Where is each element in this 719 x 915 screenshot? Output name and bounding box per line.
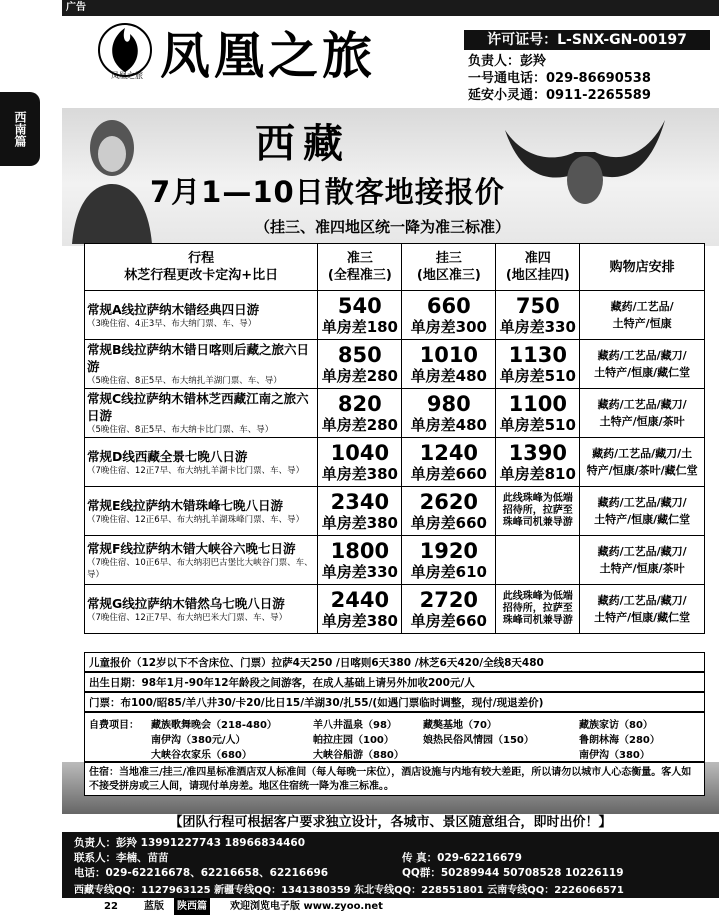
route-cell: [85, 340, 318, 389]
price-cell: 750 单房差330: [496, 291, 580, 340]
header-zhun4: 准四 (地区挂四): [496, 244, 580, 291]
table-row: [85, 291, 705, 340]
table-row: [85, 536, 705, 585]
route-cell: [85, 438, 318, 487]
footer-tel: 电话：029-62216678、62216658、62216696: [74, 867, 329, 879]
birth-date-note: 出生日期：98年1月-90年12年龄段之间游客，在成人基础上请另外加收200元/人: [84, 672, 705, 692]
ad-label: 广告: [62, 0, 719, 16]
route-detail: （7晚住宿、12正7早、布大纳巴米大门票、车、导）: [87, 612, 288, 623]
route-detail: （7晚住宿、10正6早、布大纳羽巴古堡比大峡谷门票、车、导）: [87, 557, 313, 580]
price-cell: 2440 单房差380: [318, 585, 402, 634]
header-gua3: 挂三 (地区准三): [402, 244, 496, 291]
route-cell: [85, 585, 318, 634]
shop-cell: 藏药/工艺品/藏刀/土 特产/恒康/茶叶/藏仁堂: [580, 438, 705, 487]
logo-caption: 凤凰之旅: [111, 71, 143, 80]
footer-manager: 负责人：彭羚 13991227743 18966834460: [74, 837, 306, 849]
price-note-cell: 此线珠峰为低端招待所，拉萨至珠峰司机兼导游: [496, 487, 580, 536]
brand-title: 凤凰之旅: [160, 26, 376, 85]
self-pay-item: 大峡谷船游（880）: [313, 750, 404, 761]
ticket-prices: 门票：布100/昭85/羊八井30/卡20/比日15/羊湖30/扎55/(如遇门票临时调整，现付/现退差价): [84, 692, 705, 712]
footer-qq-group: QQ群：50289944 50708528 10226119: [402, 867, 624, 879]
table-row: [85, 389, 705, 438]
price-cell: 2620 单房差660: [402, 487, 496, 536]
shop-cell: 藏药/工艺品/ 土特产/恒康: [580, 291, 705, 340]
self-pay-label: 自费项目：: [89, 720, 139, 731]
price-cell: 1920 单房差610: [402, 536, 496, 585]
yanan-phone: 延安小灵通：0911-2265589: [468, 88, 651, 103]
price-cell: 1040 单房差380: [318, 438, 402, 487]
table-row: [85, 340, 705, 389]
route-name: 常规A线拉萨纳木错经典四日游: [87, 301, 260, 317]
route-cell: [85, 291, 318, 340]
header-route: 行程 林芝行程更改卡定沟+比日: [85, 244, 318, 291]
price-cell: 850 单房差280: [318, 340, 402, 389]
self-pay-item: 藏族家访（80）: [579, 720, 653, 731]
tibetan-woman-image: [62, 108, 162, 244]
route-detail: （3晚住宿、4正3早、布大纳门票、车、导）: [87, 318, 257, 329]
edition-label: 蓝版: [144, 901, 164, 912]
contact-footer: [62, 832, 719, 898]
self-pay-item: 藏獒基地（70）: [423, 720, 497, 731]
price-cell: 980 单房差480: [402, 389, 496, 438]
self-pay-item: 南伊沟（380元/人）: [151, 735, 246, 746]
self-pay-item: 鲁朗林海（280）: [579, 735, 660, 746]
price-cell: 820 单房差280: [318, 389, 402, 438]
table-row: [85, 438, 705, 487]
route-detail: （5晚住宿、8正5早、布大纳卡比门票、车、导）: [87, 425, 274, 435]
price-cell: 1100 单房差510: [496, 389, 580, 438]
footer-special-lines: 西藏专线QQ：1127963125 新疆专线QQ：1341380359 东北专线QQ：228551801 云南专线QQ：2226066571: [74, 885, 624, 896]
license-number: 许可证号：L-SNX-GN-00197: [464, 30, 710, 50]
shop-cell: 藏药/工艺品/藏刀/ 土特产/恒康/藏仁堂: [580, 585, 705, 634]
route-name: 常规F线拉萨纳木错大峡谷六晚七日游: [87, 540, 296, 556]
header-shop: 购物店安排: [580, 244, 705, 291]
price-cell: 1010 单房差480: [402, 340, 496, 389]
route-name: 常规E线拉萨纳木错珠峰七晚八日游: [87, 497, 284, 513]
route-name: 常规G线拉萨纳木错然乌七晚八日游: [87, 595, 285, 611]
shop-cell: 藏药/工艺品/藏刀/ 土特产/恒康/茶叶: [580, 536, 705, 585]
price-note-cell: [496, 536, 580, 585]
route-cell: [85, 487, 318, 536]
route-name: 常规C线拉萨纳木错林芝西藏江南之旅六日游: [87, 391, 309, 423]
footer-contacts: 联系人：李楠、苗苗: [74, 852, 169, 864]
route-name: 常规B线拉萨纳木错日喀则后藏之旅六日游: [87, 342, 310, 374]
page-footer: [62, 898, 719, 915]
footer-fax: 传 真：029-62216679: [402, 852, 522, 864]
price-cell: 1800 单房差330: [318, 536, 402, 585]
shop-cell: 藏药/工艺品/藏刀/ 土特产/恒康/藏仁堂: [580, 487, 705, 536]
price-cell: 1390 单房差810: [496, 438, 580, 487]
price-note-cell: 此线珠峰为低端招待所，拉萨至珠峰司机兼导游: [496, 585, 580, 634]
price-cell: 1240 单房差660: [402, 438, 496, 487]
page-number: 22: [104, 901, 118, 912]
route-detail: （7晚住宿、12正7早、布大纳扎羊湖卡比门票、车、导）: [87, 465, 305, 476]
lodging-note: 住宿：当地准三/挂三/准四星标准酒店双人标准间（每人每晚一床位），酒店设施与内地有较大差距，所以请勿以城市人心态衡量。客人如不接受拼房或三人间，请现付单房差。地区住宿统一降为准三标准。。: [84, 762, 705, 796]
group-banner: 【团队行程可根据客户要求独立设计，各城市、景区随意组合，即时出价！】: [62, 814, 719, 832]
phone-line: 一号通电话：029-86690538: [468, 71, 651, 86]
table-row: [85, 487, 705, 536]
manager-name: 负责人：彭羚: [468, 54, 547, 69]
slogan: 欢迎浏览电子版 www.zyoo.net: [230, 901, 383, 912]
price-table: [84, 243, 705, 634]
shop-cell: 藏药/工艺品/藏刀/ 土特产/恒康/茶叶: [580, 389, 705, 438]
self-pay-item: 羊八井温泉（98）: [313, 720, 397, 731]
self-pay-items: [84, 712, 705, 762]
price-cell: 540 单房差180: [318, 291, 402, 340]
price-cell: 660 单房差300: [402, 291, 496, 340]
hero-subtitle: 7月1—10日散客地接报价: [150, 175, 505, 209]
section-label: 陕西篇: [174, 898, 210, 915]
route-cell: [85, 389, 318, 438]
route-name: 常规D线西藏全景七晚八日游: [87, 448, 248, 464]
self-pay-item: 南伊沟（380）: [579, 750, 650, 761]
header-zhun3: 准三 (全程准三): [318, 244, 402, 291]
child-price: 儿童报价（12岁以下不含床位、门票）拉萨4天250 /日喀则6天380 /林芝6天420/全线8天480: [84, 652, 705, 672]
route-detail: （5晚住宿、8正5早、布大纳扎羊湖门票、车、导）: [87, 376, 282, 386]
self-pay-item: 大峡谷农家乐（680）: [151, 750, 252, 761]
yak-skull-image: [495, 100, 675, 210]
hero-note: （挂三、准四地区统一降为准三标准）: [255, 218, 511, 236]
section-tab: 西南篇: [0, 92, 40, 166]
shop-cell: 藏药/工艺品/藏刀/ 土特产/恒康/藏仁堂: [580, 340, 705, 389]
self-pay-item: 藏族歌舞晚会（218-480）: [151, 720, 277, 731]
price-cell: 1130 单房差510: [496, 340, 580, 389]
route-detail: （7晚住宿、12正6早、布大纳扎羊湖珠峰门票、车、导）: [87, 514, 305, 525]
price-cell: 2720 单房差660: [402, 585, 496, 634]
self-pay-item: 娘热民俗风情园（150）: [423, 735, 534, 746]
table-row: [85, 585, 705, 634]
self-pay-item: 帕拉庄园（100）: [313, 735, 394, 746]
price-cell: 2340 单房差380: [318, 487, 402, 536]
route-cell: [85, 536, 318, 585]
hero-title: 西藏: [255, 120, 351, 167]
